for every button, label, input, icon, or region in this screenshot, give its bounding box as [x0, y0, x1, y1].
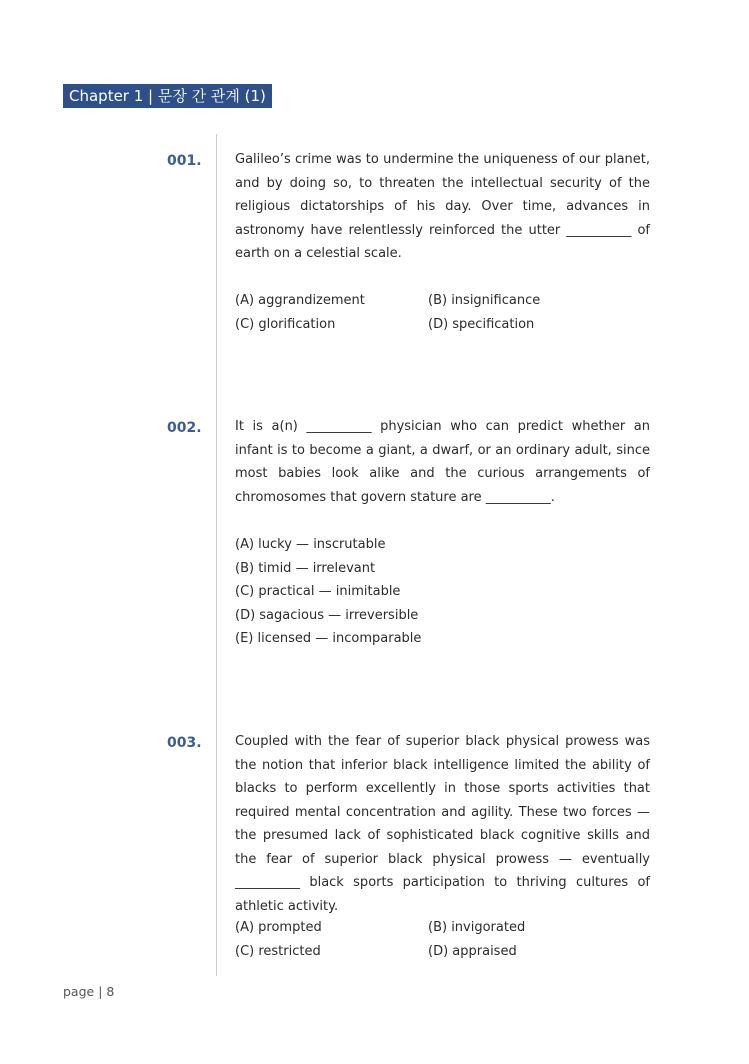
answer-options: [235, 289, 650, 336]
answer-option[interactable]: (B) timid — irrelevant: [235, 560, 376, 576]
answer-option[interactable]: (D) appraised: [428, 943, 517, 959]
question-number: 001.: [167, 153, 202, 169]
chapter-heading: Chapter 1 | 문장 간 관계 (1): [63, 84, 272, 108]
answer-option[interactable]: (C) restricted: [235, 943, 321, 959]
answer-option[interactable]: (C) glorification: [235, 316, 336, 332]
answer-options: [235, 533, 650, 651]
answer-option[interactable]: (B) invigorated: [428, 920, 526, 935]
answer-option[interactable]: (D) sagacious — irreversible: [235, 607, 419, 623]
answer-option[interactable]: (C) practical — inimitable: [235, 584, 401, 599]
answer-options: [235, 916, 650, 963]
question-number: 003.: [167, 735, 202, 751]
answer-option[interactable]: (A) aggrandizement: [235, 293, 365, 308]
vertical-divider: [216, 134, 217, 976]
answer-option[interactable]: (E) licensed — incomparable: [235, 631, 422, 646]
answer-option[interactable]: (D) specification: [428, 316, 535, 332]
answer-option[interactable]: (A) lucky — inscrutable: [235, 537, 386, 552]
question-text: Coupled with the fear of superior black physical prowess was the notion that inferior black intelligence limited the ability of blacks to perform excellently in those sports activities that required mental concentration and agility. These two forces — the presumed lack of sophisticated black cognitive skills and the fear of superior black physical prowess — eventually __________ black sports participation to thriving cultures of athletic activity.: [235, 734, 650, 914]
question-text: It is a(n) __________ physician who can predict whether an infant is to become a giant, a dwarf, or an ordinary adult, since most babies look alike and the curious arrangements of chromosomes that govern stature are __________.: [235, 419, 650, 505]
answer-option[interactable]: (A) prompted: [235, 920, 322, 935]
question-number: 002.: [167, 420, 202, 436]
question-text: Galileo’s crime was to undermine the uniqueness of our planet, and by doing so, to threaten the intellectual security of the religious dictatorships of his day. Over time, advances in astronomy have relentlessly reinforced the utter __________ of earth on a celestial scale.: [235, 152, 650, 261]
answer-option[interactable]: (B) insignificance: [428, 293, 541, 308]
page-number: page | 8: [63, 984, 115, 999]
